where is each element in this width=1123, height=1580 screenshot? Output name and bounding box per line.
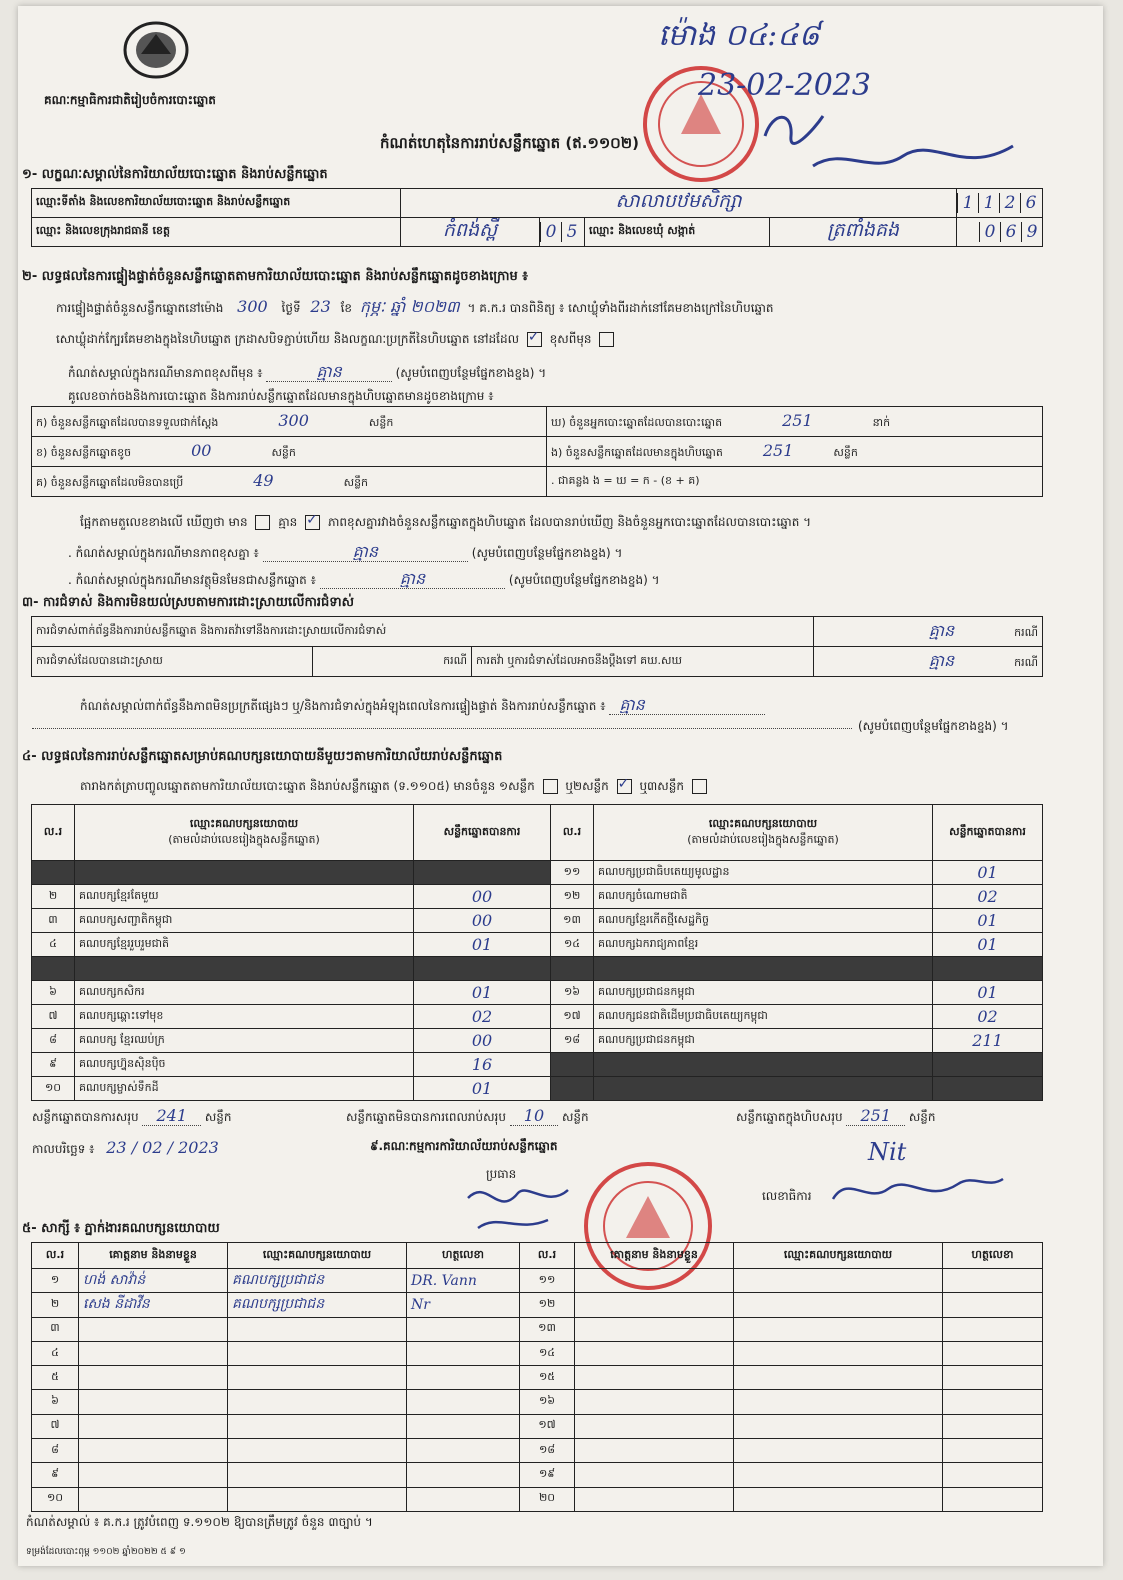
- ballot-figures-table: [31, 406, 1043, 497]
- spoiled-row: ខ) ចំនួនសន្លឹកឆ្នោតខូច 00 សន្លឹក: [32, 437, 547, 467]
- party-name-cell: គណបក្សសញ្ជាតិកម្ពុជា: [75, 909, 414, 933]
- no-discrepancy-label: គ្មាន: [278, 515, 298, 529]
- same-checkbox[interactable]: [527, 332, 542, 347]
- party-name-cell: គណបក្សកសិករ: [75, 981, 414, 1005]
- witness-party-cell: [228, 1317, 407, 1341]
- seal-statement: សោឃ្លុំដាក់ក្បែរគែមខាងក្នុងនៃហិបឆ្នោត ក្រដាសបិទភ្ជាប់ហើយ និងលក្ខណៈប្រក្រតីនៃហិបឆ្នោត នៅដដែល: [56, 332, 519, 346]
- section5-title: ៥- សាក្សី ៖ ភ្នាក់ងារគណបក្សនយោបាយ: [22, 1221, 220, 1236]
- party-votes-cell: [933, 957, 1043, 981]
- witness-empty-cell: [575, 1439, 734, 1463]
- witness-empty-cell: [943, 1439, 1043, 1463]
- witness-empty-cell: [943, 1293, 1043, 1317]
- verify-line: [56, 296, 774, 320]
- changed-checkbox[interactable]: [599, 332, 614, 347]
- three-sheet-checkbox[interactable]: [692, 779, 707, 794]
- witness-no-cell: ១១: [520, 1269, 575, 1293]
- witness-party-cell: គណបក្សប្រជាជន: [228, 1269, 407, 1293]
- table-row: [32, 1053, 1043, 1077]
- section3-title: ៣- ការជំទាស់ និងការមិនយល់ស្របតាមការដោះស្រាយលើការជំទាស់: [22, 595, 354, 610]
- table-row: [32, 1463, 1043, 1487]
- appeal-count: គ្មាន ករណី: [814, 647, 1043, 677]
- witness-empty-cell: [943, 1414, 1043, 1438]
- party-name-cell: [594, 1077, 933, 1101]
- commune-code-digit: 9: [1021, 222, 1042, 242]
- verify-day: 23: [310, 297, 331, 316]
- table-row: [32, 861, 1043, 885]
- footer-note: កំណត់សម្គាល់ ៖ គ.ក.រ ត្រូវបំពេញ ទ.១១០២ ឱ្យបានត្រឹមត្រូវ ចំនួន ៣ច្បាប់ ។: [26, 1515, 373, 1529]
- witness-sign-cell: [407, 1487, 520, 1511]
- table-row: [32, 1029, 1043, 1053]
- party-votes-cell: 01: [414, 981, 551, 1005]
- witness-empty-cell: [943, 1366, 1043, 1390]
- object-note-line: [68, 568, 660, 592]
- col-sign: ហត្ថលេខា: [943, 1243, 1043, 1269]
- voters-value: 251: [782, 411, 813, 430]
- in-box-value: 251: [762, 441, 794, 460]
- date-line: [32, 1138, 219, 1159]
- change-note-label: កំណត់សម្គាល់ក្នុងករណីមានភាពខុសពីមុន ៖: [68, 366, 263, 380]
- witness-name-cell: [79, 1439, 228, 1463]
- appeal-label: ការតវ៉ា ឬការជំទាស់ដែលអាចនឹងប្តឹងទៅ គឃ.សឃ: [472, 647, 814, 677]
- tally-sheet-label: តារាងកត់ត្រាបញ្ចូលឆ្នោតតាមការិយាល័យបោះឆ្នោត និងរាប់សន្លឹកឆ្នោត (ទ.១១០៥) មានចំនួន ១សន្លឹក: [80, 779, 535, 793]
- table-row: [32, 1390, 1043, 1414]
- location-label: ឈ្មោះទីតាំង និងលេខការិយាល័យបោះឆ្នោត និងរាប់សន្លឹកឆ្នោត: [32, 189, 401, 218]
- witness-empty-cell: [734, 1414, 943, 1438]
- party-votes-cell: 01: [414, 933, 551, 957]
- party-no-cell: [551, 1053, 594, 1077]
- formula-row: . ជាគន្លង ង = ឃ = ក - (ខ + គ): [547, 467, 1043, 497]
- party-name-cell: គណបក្ស ខ្មែរឈប់ក្រ: [75, 1029, 414, 1053]
- party-votes-cell: 01: [414, 1077, 551, 1101]
- verify-time-label: ការផ្ទៀងផ្ទាត់ចំនួនសន្លឹកឆ្នោតនៅម៉ោង: [56, 301, 224, 315]
- witness-no-cell: ១២: [520, 1293, 575, 1317]
- discrepancy-line: [80, 514, 811, 532]
- received-row: ក) ចំនួនសន្លឹកឆ្នោតដែលបានទទួលជាក់ស្តែង 300 សន្លឹក: [32, 407, 547, 437]
- box-total-label: សន្លឹកឆ្នោតក្នុងហិបសរុប: [736, 1110, 843, 1124]
- party-no-cell: ២: [32, 885, 75, 909]
- valid-total: 241: [142, 1106, 201, 1126]
- witness-empty-cell: [734, 1439, 943, 1463]
- witness-sign-cell: [407, 1341, 520, 1365]
- discrepancy-statement: ភាពខុសគ្នារវាងចំនួនសន្លឹកឆ្នោតក្នុងហិបឆ្នោត ដែលបានរាប់ឃើញ និងចំនួនអ្នកបោះឆ្នោតដែលបានបោះឆ្នោត ។: [327, 515, 812, 529]
- witness-empty-cell: [575, 1487, 734, 1511]
- party-name-cell: គណបក្សខ្មែរតែមួយ: [75, 885, 414, 909]
- party-name-cell: គណបក្សជនជាតិដើមប្រជាធិបតេយ្យកម្ពុជា: [594, 1005, 933, 1029]
- election-count-form: [18, 6, 1103, 1566]
- witness-empty-cell: [943, 1341, 1043, 1365]
- figures-intro: គូលេខចាក់ចងនិងការបោះឆ្នោត និងការរាប់សន្លឹកឆ្នោតដែលមានក្នុងហិបឆ្នោតមានដូចខាងក្រោម ៖: [68, 389, 494, 403]
- form-title: កំណត់ហេតុនៃការរាប់សន្លឹកឆ្នោត (ឥ.១១០២): [380, 134, 640, 152]
- witness-no-cell: ២០: [520, 1487, 575, 1511]
- unused-row: គ) ចំនួនសន្លឹកឆ្នោតដែលមិនបានប្រើ 49 សន្លឹក: [32, 467, 547, 497]
- object-note-hint: (សូមបំពេញបន្ថែមផ្នែកខាងខ្នង) ។: [508, 573, 660, 587]
- party-name-cell: គណបក្សប្រជាធិបតេយ្យមូលដ្ឋាន: [594, 861, 933, 885]
- location-code-digit: 1: [978, 193, 999, 213]
- witness-empty-cell: [734, 1317, 943, 1341]
- party-no-cell: [551, 957, 594, 981]
- seal-line: [56, 331, 618, 349]
- party-no-cell: ១៨: [551, 1029, 594, 1053]
- witness-party-cell: [228, 1463, 407, 1487]
- dotted-line: [32, 728, 852, 729]
- witness-no-cell: ៨: [32, 1439, 79, 1463]
- party-no-cell: ១៤: [551, 933, 594, 957]
- col-name: គោត្តនាម និងនាមខ្លួន: [79, 1243, 228, 1269]
- col-no: ល.រ: [32, 1243, 79, 1269]
- invalid-total-line: សន្លឹកឆ្នោតមិនបានការពេលរាប់សរុប 10 សន្លឹក: [346, 1106, 589, 1125]
- location-table: [31, 188, 1043, 247]
- col-party: ឈ្មោះគណបក្សនយោបាយ (តាមលំដាប់លេខរៀងក្នុងសន្លឹកឆ្នោត): [75, 805, 414, 861]
- witness-table: [31, 1242, 1043, 1512]
- party-votes-cell: [933, 1077, 1043, 1101]
- table-row: [32, 957, 1043, 981]
- party-votes-cell: 02: [933, 885, 1043, 909]
- party-results-table: [31, 804, 1043, 1101]
- secretary-signature-icon: [828, 1164, 1008, 1214]
- party-no-cell: ១៧: [551, 1005, 594, 1029]
- irregularity-line: [80, 694, 765, 718]
- table-row: [32, 1487, 1043, 1511]
- verify-statement: ។ គ.ក.រ បានពិនិត្យ ៖ សោឃ្លុំទាំងពីរដាក់នៅគែមខាងក្រៅនៃហិបឆ្នោត: [467, 301, 774, 315]
- location-code: [957, 189, 1043, 218]
- voters-row: ឃ) ចំនួនអ្នកបោះឆ្នោតដែលបានបោះឆ្នោត 251 នាក់: [547, 407, 1043, 437]
- one-sheet-checkbox[interactable]: [543, 779, 558, 794]
- witness-no-cell: ៥: [32, 1366, 79, 1390]
- witness-no-cell: ១៦: [520, 1390, 575, 1414]
- irregularity-label: កំណត់សម្គាល់ពាក់ព័ន្ធនឹងភាពមិនប្រក្រតីផ្សេងៗ ឬ/និងការជំទាស់ក្នុងអំឡុងពេលនៃការផ្ទៀងផ្ទាត់ និងការរាប់សន្លឹកឆ្នោត ៖: [80, 699, 606, 713]
- in-box-row: ង) ចំនួនសន្លឹកឆ្នោតដែលមានក្នុងហិបឆ្នោត 251 សន្លឹក: [547, 437, 1043, 467]
- witness-empty-cell: [734, 1293, 943, 1317]
- change-note-line: [68, 361, 546, 385]
- party-votes-cell: 01: [933, 909, 1043, 933]
- party-name-cell: [594, 957, 933, 981]
- party-name-cell: គណបក្សម្ចាស់ទឹកដី: [75, 1077, 414, 1101]
- diff-note-hint: (សូមបំពេញបន្ថែមផ្នែកខាងខ្នង) ។: [471, 546, 623, 560]
- party-votes-cell: [414, 861, 551, 885]
- party-votes-cell: [933, 1053, 1043, 1077]
- commune-code: [957, 218, 1043, 247]
- witness-party-cell: គណបក្សប្រជាជន: [228, 1293, 407, 1317]
- party-name-cell: គណបក្សខ្មែររួបរួមជាតិ: [75, 933, 414, 957]
- witness-no-cell: ៧: [32, 1414, 79, 1438]
- witness-empty-cell: [943, 1463, 1043, 1487]
- party-votes-cell: 16: [414, 1053, 551, 1077]
- spoiled-value: 00: [191, 441, 212, 460]
- discrepancy-label: ផ្អែកតាមតួលេខខាងលើ ឃើញថា មាន: [80, 515, 248, 529]
- location-code-digit: 1: [957, 193, 978, 213]
- witness-empty-cell: [575, 1414, 734, 1438]
- witness-no-cell: ១៧: [520, 1414, 575, 1438]
- table-row: [32, 1341, 1043, 1365]
- org-name: គណៈកម្មាធិការជាតិរៀបចំការបោះឆ្នោត: [44, 93, 216, 107]
- party-name-cell: គណបក្សឆ្ពោះទៅមុខ: [75, 1005, 414, 1029]
- received-value: 300: [278, 411, 309, 430]
- witness-no-cell: ១៤: [520, 1341, 575, 1365]
- objection-row-label: ការជំទាស់ពាក់ព័ន្ធនឹងការរាប់សន្លឹកឆ្នោត និងការតវ៉ាទៅនឹងការដោះស្រាយលើការជំទាស់: [32, 617, 814, 647]
- diff-note-line: [68, 541, 622, 565]
- witness-empty-cell: [734, 1341, 943, 1365]
- totals-line: សន្លឹកឆ្នោតបានការសរុប 241 សន្លឹក: [32, 1106, 232, 1125]
- objection-count: គ្មាន ករណី: [814, 617, 1043, 647]
- invalid-total: 10: [510, 1106, 558, 1126]
- witness-empty-cell: [575, 1317, 734, 1341]
- three-sheet-label: ឬ៣សន្លឹក: [639, 779, 684, 793]
- party-votes-cell: 01: [933, 933, 1043, 957]
- table-row: [32, 1317, 1043, 1341]
- witness-no-cell: ៤: [32, 1341, 79, 1365]
- objection-table: [31, 616, 1043, 677]
- col-no: ល.រ: [551, 805, 594, 861]
- witness-empty-cell: [734, 1366, 943, 1390]
- witness-no-cell: ១៥: [520, 1366, 575, 1390]
- witness-sign-cell: [407, 1414, 520, 1438]
- party-votes-cell: 02: [933, 1005, 1043, 1029]
- witness-empty-cell: [734, 1487, 943, 1511]
- witness-party-cell: [228, 1414, 407, 1438]
- witness-no-cell: ១: [32, 1269, 79, 1293]
- changed-label: ខុសពីមុន: [549, 332, 592, 346]
- committee-label: ៩.គណៈកម្មការការិយាល័យរាប់សន្លឹកឆ្នោត: [370, 1139, 558, 1153]
- party-votes-cell: [414, 957, 551, 981]
- change-note-value: គ្មាន: [266, 362, 391, 382]
- witness-sign-cell: DR. Vann: [407, 1269, 520, 1293]
- has-discrepancy-checkbox[interactable]: [255, 515, 270, 530]
- verify-month: កុម្ភៈ ឆ្នាំ ២០២៣: [359, 297, 460, 316]
- table-row: [32, 1077, 1043, 1101]
- secretary-label: លេខាធិការ: [762, 1189, 812, 1203]
- table-row: [32, 933, 1043, 957]
- party-votes-cell: 02: [414, 1005, 551, 1029]
- witness-sign-cell: [407, 1317, 520, 1341]
- unused-value: 49: [253, 471, 274, 490]
- party-votes-cell: 00: [414, 885, 551, 909]
- witness-name-cell: [79, 1487, 228, 1511]
- witness-no-cell: ២: [32, 1293, 79, 1317]
- witness-name-cell: សេង នីដាវីន: [79, 1293, 228, 1317]
- chair-label: ប្រធាន: [486, 1167, 517, 1181]
- witness-party-cell: [228, 1439, 407, 1463]
- verify-time: 300: [237, 297, 268, 316]
- province-value: កំពង់ស្ពឺ: [401, 218, 540, 247]
- witness-empty-cell: [734, 1463, 943, 1487]
- witness-no-cell: ១៣: [520, 1317, 575, 1341]
- handwritten-time: ម៉ោង ០៤:៤៨: [658, 18, 820, 53]
- commune-label: ឈ្មោះ និងលេខឃុំ សង្កាត់: [585, 218, 770, 247]
- section4-title: ៤- លទ្ធផលនៃការរាប់សន្លឹកឆ្នោតសម្រាប់គណបក្សនយោបាយនីមួយៗតាមការិយាល័យរាប់សន្លឹកឆ្នោត: [22, 749, 503, 764]
- diff-note-value: គ្មាន: [263, 542, 468, 562]
- party-votes-cell: 211: [933, 1029, 1043, 1053]
- two-sheet-checkbox[interactable]: [617, 779, 632, 794]
- witness-name-cell: [79, 1341, 228, 1365]
- witness-no-cell: ៦: [32, 1390, 79, 1414]
- witness-empty-cell: [943, 1487, 1043, 1511]
- col-party: ឈ្មោះគណបក្សនយោបាយ: [734, 1243, 943, 1269]
- party-no-cell: [551, 1077, 594, 1101]
- location-value: សាលាបឋមសិក្សា: [401, 189, 957, 218]
- col-votes: សន្លឹកឆ្នោតបានការ: [933, 805, 1043, 861]
- emblem-icon: [121, 20, 191, 80]
- col-no: ល.រ: [520, 1243, 575, 1269]
- party-no-cell: ៧: [32, 1005, 75, 1029]
- commune-value: ត្រពាំងគង: [770, 218, 957, 247]
- party-no-cell: ១៣: [551, 909, 594, 933]
- party-no-cell: ៩: [32, 1053, 75, 1077]
- box-total-line: សន្លឹកឆ្នោតក្នុងហិបសរុប 251 សន្លឹក: [736, 1106, 936, 1125]
- resolved-count: ករណី: [313, 647, 472, 677]
- witness-empty-cell: [575, 1366, 734, 1390]
- col-no: ល.រ: [32, 805, 75, 861]
- location-code-digit: 2: [999, 193, 1020, 213]
- party-votes-cell: 01: [933, 861, 1043, 885]
- witness-name-cell: [79, 1414, 228, 1438]
- box-total: 251: [846, 1106, 905, 1126]
- witness-sign-cell: Nr: [407, 1293, 520, 1317]
- table-row: [32, 885, 1043, 909]
- witness-name-cell: [79, 1390, 228, 1414]
- party-name-cell: គណបក្សឯករាជ្យភាពខ្មែរ: [594, 933, 933, 957]
- invalid-total-label: សន្លឹកឆ្នោតមិនបានការពេលរាប់សរុប: [346, 1110, 506, 1124]
- party-name-cell: គណបក្សចំណោមជាតិ: [594, 885, 933, 909]
- party-no-cell: [32, 957, 75, 981]
- object-note-value: គ្មាន: [320, 569, 505, 589]
- party-no-cell: ៨: [32, 1029, 75, 1053]
- witness-party-cell: [228, 1341, 407, 1365]
- party-name-cell: [75, 861, 414, 885]
- party-no-cell: ៣: [32, 909, 75, 933]
- resolved-label: ការជំទាស់ដែលបានដោះស្រាយ: [32, 647, 313, 677]
- witness-no-cell: ១៨: [520, 1439, 575, 1463]
- section1-title: ១- លក្ខណៈសម្គាល់នៃការិយាល័យបោះឆ្នោត និងរាប់សន្លឹកឆ្នោត: [22, 167, 328, 182]
- party-no-cell: ១១: [551, 861, 594, 885]
- table-row: [32, 1366, 1043, 1390]
- witness-name-cell: [79, 1317, 228, 1341]
- witness-empty-cell: [575, 1390, 734, 1414]
- col-sign: ហត្ថលេខា: [407, 1243, 520, 1269]
- witness-no-cell: ៣: [32, 1317, 79, 1341]
- irregularity-hint: (សូមបំពេញបន្ថែមផ្នែកខាងខ្នង) ។: [858, 719, 1009, 733]
- witness-sign-cell: [407, 1390, 520, 1414]
- party-name-cell: គណបក្សប្រជាជនកម្ពុជា: [594, 981, 933, 1005]
- witness-empty-cell: [575, 1293, 734, 1317]
- witness-empty-cell: [943, 1390, 1043, 1414]
- witness-no-cell: ១០: [32, 1487, 79, 1511]
- party-no-cell: ៤: [32, 933, 75, 957]
- witness-no-cell: ៩: [32, 1463, 79, 1487]
- witness-empty-cell: [575, 1463, 734, 1487]
- witness-name-cell: [79, 1366, 228, 1390]
- col-party: ឈ្មោះគណបក្សនយោបាយ (តាមលំដាប់លេខរៀងក្នុងសន្លឹកឆ្នោត): [594, 805, 933, 861]
- diff-note-label: . កំណត់សម្គាល់ក្នុងករណីមានភាពខុសគ្នា ៖: [68, 546, 259, 560]
- date-value: 23 / 02 / 2023: [106, 1138, 219, 1157]
- date-label: កាលបរិច្ឆេទ ៖: [32, 1142, 95, 1156]
- party-name-cell: [594, 1053, 933, 1077]
- witness-empty-cell: [734, 1390, 943, 1414]
- commune-code-digit: 0: [979, 222, 1000, 242]
- party-no-cell: ១២: [551, 885, 594, 909]
- valid-total-label: សន្លឹកឆ្នោតបានការសរុប: [32, 1110, 139, 1124]
- witness-name-cell: ហង់ សាវ៉ាន់: [79, 1269, 228, 1293]
- verify-month-label: ខែ: [340, 301, 353, 315]
- witness-sign-cell: [407, 1366, 520, 1390]
- witness-party-cell: [228, 1487, 407, 1511]
- irregularity-value: គ្មាន: [609, 695, 764, 715]
- party-no-cell: [32, 861, 75, 885]
- handwritten-date: 23-02-2023: [698, 68, 871, 103]
- party-no-cell: ១៦: [551, 981, 594, 1005]
- witness-empty-cell: [734, 1269, 943, 1293]
- col-name: គោត្តនាម និងនាមខ្លួន: [575, 1243, 734, 1269]
- witness-party-cell: [228, 1366, 407, 1390]
- footer-print-code: ទម្រង់ដែលបោះពុម្ព ១១០២ ឆ្នាំ២០២២ ៥ ៩ ១: [26, 1547, 186, 1557]
- no-discrepancy-checkbox[interactable]: [305, 515, 320, 530]
- province-label: ឈ្មោះ និងលេខក្រុងរាជធានី ខេត្ត: [32, 218, 401, 247]
- party-votes-cell: 00: [414, 1029, 551, 1053]
- secretary-name: Nit: [868, 1138, 907, 1166]
- col-party: ឈ្មោះគណបក្សនយោបាយ: [228, 1243, 407, 1269]
- table-row: [32, 909, 1043, 933]
- witness-sign-cell: [407, 1439, 520, 1463]
- party-name-cell: គណបក្សប្រជាជនកម្ពុជា: [594, 1029, 933, 1053]
- witness-empty-cell: [943, 1269, 1043, 1293]
- table-row: [32, 1293, 1043, 1317]
- section2-title: ២- លទ្ធផលនៃការផ្ទៀងផ្ទាត់ចំនួនសន្លឹកឆ្នោតតាមការិយាល័យបោះឆ្នោត និងរាប់សន្លឹកឆ្នោតដូចខាងក្រោម ៖: [22, 269, 528, 284]
- witness-no-cell: ១៩: [520, 1463, 575, 1487]
- table-row: [32, 1414, 1043, 1438]
- witness-empty-cell: [575, 1341, 734, 1365]
- col-votes: សន្លឹកឆ្នោតបានការ: [414, 805, 551, 861]
- table-row: [32, 1005, 1043, 1029]
- party-name-cell: គណបក្សខ្មែរកើតថ្មីសេដ្ឋកិច្ច: [594, 909, 933, 933]
- witness-party-cell: [228, 1390, 407, 1414]
- witness-empty-cell: [575, 1269, 734, 1293]
- witness-empty-cell: [943, 1317, 1043, 1341]
- change-note-hint: (សូមបំពេញបន្ថែមផ្នែកខាងខ្នង) ។: [395, 366, 547, 380]
- province-code-digit: 5: [561, 222, 582, 242]
- party-no-cell: ១០: [32, 1077, 75, 1101]
- table-row: [32, 1269, 1043, 1293]
- table-row: [32, 1439, 1043, 1463]
- table-row: [32, 981, 1043, 1005]
- two-sheet-label: ឬ២សន្លឹក: [565, 779, 609, 793]
- signature-top-icon: [753, 106, 1053, 186]
- chair-signature-icon: [458, 1178, 588, 1238]
- commune-code-digit: 6: [1000, 222, 1021, 242]
- verify-day-label: ថ្ងៃទី: [281, 301, 301, 315]
- location-code-digit: 6: [1020, 193, 1041, 213]
- province-code: [540, 218, 585, 247]
- witness-sign-cell: [407, 1463, 520, 1487]
- province-code-digit: 0: [540, 222, 561, 242]
- tally-sheet-line: [80, 778, 711, 796]
- party-votes-cell: 01: [933, 981, 1043, 1005]
- witness-name-cell: [79, 1463, 228, 1487]
- object-note-label: . កំណត់សម្គាល់ក្នុងករណីមានវត្ថុមិនមែនជាសន្លឹកឆ្នោត ៖: [68, 573, 316, 587]
- party-votes-cell: 00: [414, 909, 551, 933]
- party-name-cell: គណបក្សហ្វ៊ុនស៊ិនប៉ិច: [75, 1053, 414, 1077]
- party-name-cell: [75, 957, 414, 981]
- party-no-cell: ៦: [32, 981, 75, 1005]
